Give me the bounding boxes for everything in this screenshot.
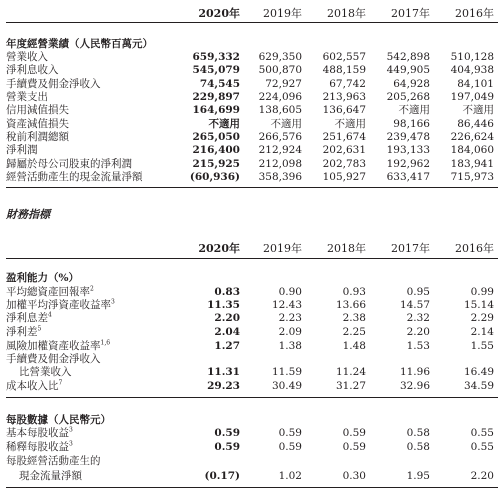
year-header: 2017年 <box>391 7 430 20</box>
year-header: 2018年 <box>327 242 366 255</box>
table-row: 淨利息差$^4$ 2.20 2.23 2.38 2.32 2.29 <box>6 311 494 324</box>
header-rule <box>6 258 498 259</box>
year-header: 2019年 <box>263 7 302 20</box>
section-rule <box>6 397 498 398</box>
section-heading: 年度經營業績（人民幣百萬元） <box>6 38 153 50</box>
year-header: 2018年 <box>327 7 366 20</box>
year-header: 2020年 <box>198 242 240 255</box>
table-row: 比營業收入 11.31 11.59 11.24 11.96 16.49 <box>19 366 494 378</box>
table-row: 淨利差$^5$ 2.04 2.09 2.25 2.20 2.14 <box>6 325 494 338</box>
section-heading: 盈利能力（%） <box>6 272 79 284</box>
year-header: 2016年 <box>455 242 494 255</box>
header-rule <box>6 22 498 23</box>
year-header-second <box>0 242 504 255</box>
section-rule <box>6 487 498 488</box>
table-row: 淨利潤 216,400 212,924 202,631 193,133 184,060 <box>6 144 494 156</box>
table-row: 加權平均淨資產收益率$^3$ 11.35 12.43 13.66 14.57 15.14 <box>6 298 494 311</box>
table-row: 現金流量淨額 (0.17) 1.02 0.30 1.95 2.20 <box>19 470 494 482</box>
table-row: 稀釋每股收益$^3$ 0.59 0.59 0.59 0.58 0.55 <box>6 440 494 453</box>
table-row: 營業支出 229,897 224,096 213,963 205,268 197,049 <box>6 91 494 103</box>
table-row: 信用減值損失 164,699 138,605 136,647 不適用 不適用 <box>6 104 494 116</box>
year-header-top <box>0 7 504 20</box>
table-row: 成本收入比$^7$ 29.23 30.49 31.27 32.96 34.59 <box>6 379 494 392</box>
table-row: 淨利息收入 545,079 500,870 488,159 449,905 404,938 <box>6 64 494 76</box>
table-row: 歸屬於母公司股東的淨利潤 215,925 212,098 202,783 192,962 183,941 <box>6 158 494 170</box>
year-header: 2020年 <box>198 7 240 20</box>
table-row: 手續費及佣金淨收入 74,545 72,927 67,742 64,928 84,101 <box>6 78 494 90</box>
table-row: 每股經營活動產生的 <box>6 455 101 467</box>
table-row: 手續費及佣金淨收入 <box>6 353 101 365</box>
table-row: 基本每股收益$^3$ 0.59 0.59 0.59 0.58 0.55 <box>6 426 494 439</box>
year-header: 2016年 <box>455 7 494 20</box>
section-rule <box>6 187 498 188</box>
financial-indicators-title: 財務指標 <box>6 208 50 221</box>
section-heading: 每股數據（人民幣元） <box>6 414 111 426</box>
table-row: 平均總資產回報率$^2$ 0.83 0.90 0.93 0.95 0.99 <box>6 285 494 298</box>
table-row: 經營活動產生的現金流量淨額 (60,936) 358,396 105,927 633,417 715,973 <box>6 171 494 183</box>
table-row: 資產減值損失 不適用 不適用 不適用 98,166 86,446 <box>6 118 494 130</box>
table-row: 風險加權資產收益率$^{1,6}$ 1.27 1.38 1.48 1.53 1.55 <box>6 339 494 352</box>
year-header: 2019年 <box>263 242 302 255</box>
table-row: 稅前利潤總額 265,050 266,576 251,674 239,478 226,624 <box>6 131 494 143</box>
table-row: 營業收入 659,332 629,350 602,557 542,898 510,128 <box>6 51 494 63</box>
year-header: 2017年 <box>391 242 430 255</box>
